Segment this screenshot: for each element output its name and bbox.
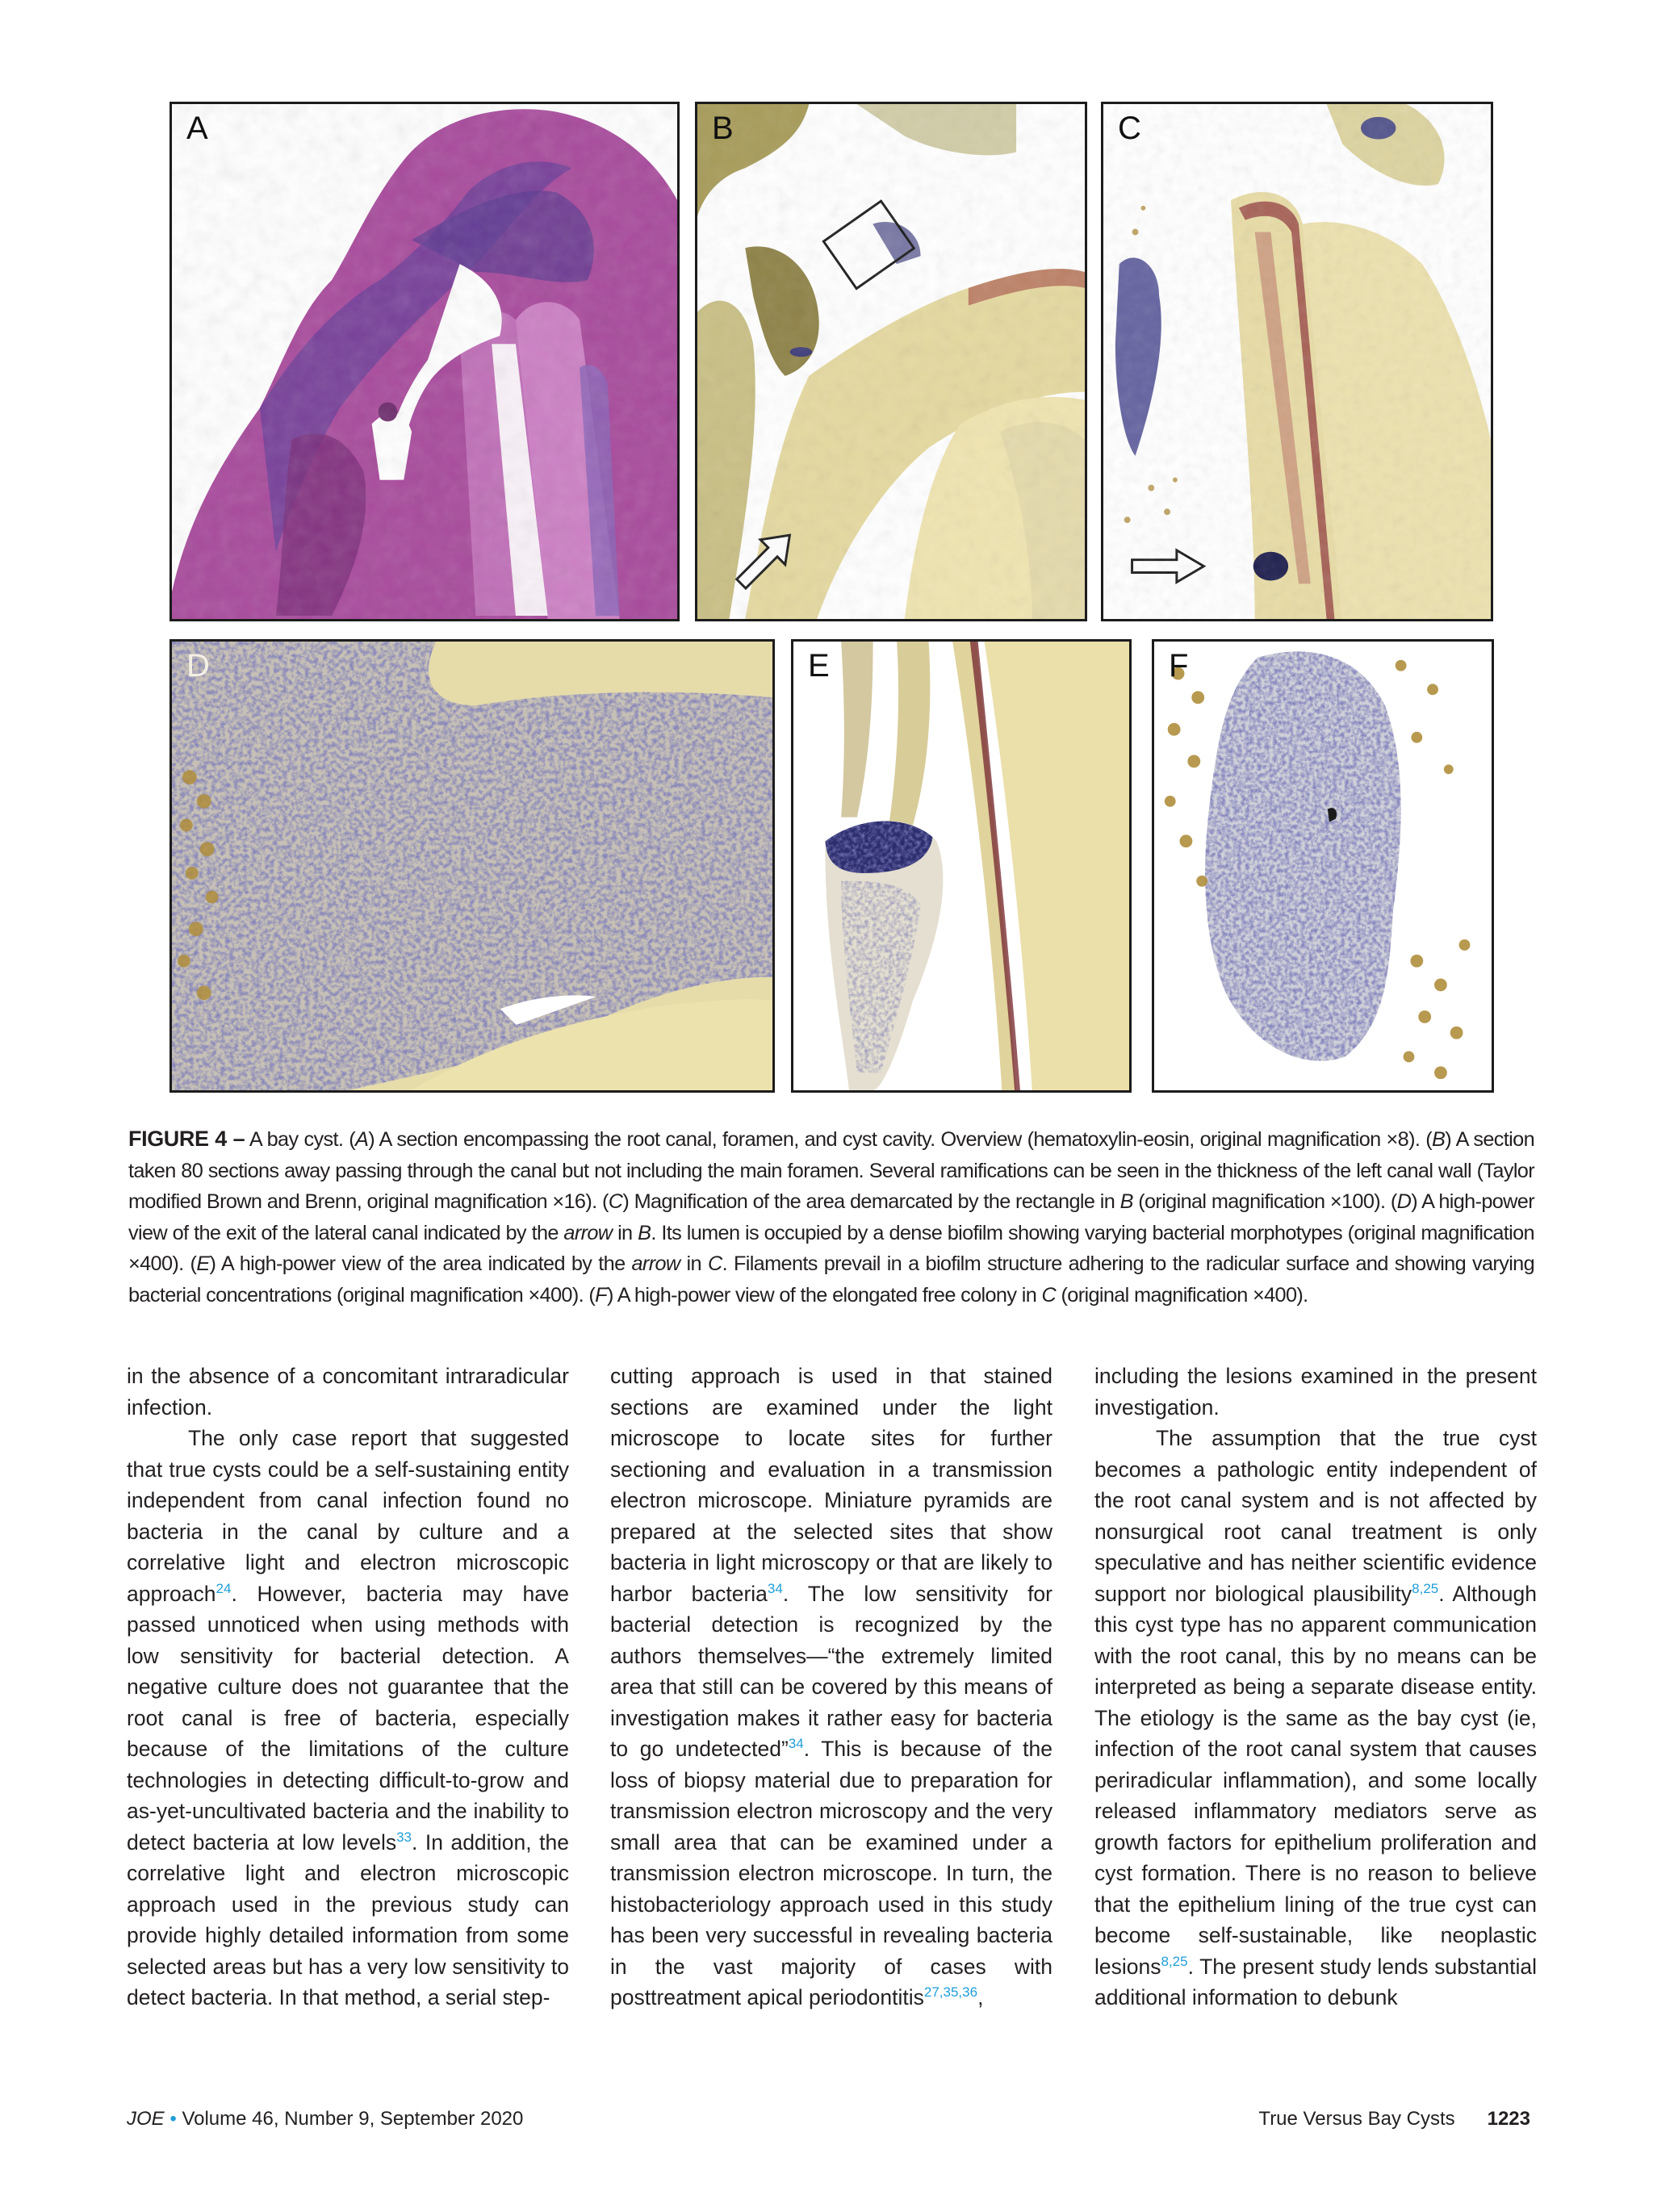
panel-label-c: C bbox=[1118, 111, 1141, 146]
page-number: 1223 bbox=[1487, 2108, 1530, 2130]
body-column-3 bbox=[1094, 1361, 1537, 2013]
figure-panel-f bbox=[1152, 639, 1494, 1093]
histology-bb-image bbox=[1103, 104, 1491, 619]
panel-label-a: A bbox=[186, 111, 208, 146]
panel-label-b: B bbox=[712, 111, 734, 146]
body-column-1 bbox=[127, 1361, 569, 2013]
histology-colony-image bbox=[1154, 642, 1492, 1090]
citation-link[interactable]: 34 bbox=[767, 1580, 783, 1596]
paragraph: The assumption that the true cyst becomes a pathologic entity independent of the root canal system and is not affected by nonsurgical root canal treatment is only speculative and has neither scientific evidence support nor biological plausibility$^{8,25}$. Although this cyst type has no apparent communication with the root canal, this by no means can be interpreted as being a separate disease entity. The etiology is the same as the bay cyst (ie, infection of the root canal system that causes periradicular inflammation), and some locally released inflammatory mediators serve as growth factors for epithelium proliferation and cyst formation. There is no reason to believe that the epithelium lining of the true cyst can become self-sustainable, like neoplastic lesions$^{8,25}$. The present study lends substantial additional information to debunk bbox=[1094, 1426, 1537, 2009]
paragraph: cutting approach is used in that stained sections are examined under the light microscope to locate sites for further sectioning and evaluation in a transmission electron microscope. Miniature pyramids are prepared at the selected sites that show bacteria in light microscopy or that are likely to harbor bacteria$^{34}$. The low sensitivity for bacterial detection is recognized by the authors themselves—“the extremely limited area that still can be covered by this means of investigation makes it rather easy for bacteria to go undetected”$^{34}$. This is because of the loss of biopsy material due to preparation for transmission electron microscopy and the very small area that can be examined under a transmission electron microscope. In turn, the histobacteriology approach used in this study has been very successful in revealing bacteria in the vast majority of cases with posttreatment apical periodontitis$^{27,35,36}$, bbox=[610, 1364, 1052, 2009]
figure-panel-d bbox=[169, 639, 775, 1093]
histology-biofilm-image bbox=[793, 642, 1129, 1090]
figure-panel-c bbox=[1101, 102, 1493, 621]
paragraph: in the absence of a concomitant intraradicular infection. bbox=[127, 1364, 569, 1420]
citation-link[interactable]: 34 bbox=[788, 1736, 804, 1751]
issue-info: Volume 46, Number 9, September 2020 bbox=[182, 2108, 524, 2130]
citation-link[interactable]: 24 bbox=[216, 1580, 232, 1596]
panel-label-f: F bbox=[1169, 648, 1189, 684]
figure-caption: FIGURE 4 – A bay cyst. (A) A section encompassing the root canal, foramen, and cyst cavity. Overview (hematoxylin-eosin, original magnification ×8). (B) A section taken 80 sections away passing through the canal but not including the main foramen. Several ramifications can be seen in the thickness of the left canal wall (Taylor modified Brown and Brenn, original magnification ×16). (C) Magnification of the area demarcated by the rectangle in B (original magnification ×100). (D) A high-power view of the exit of the lateral canal indicated by the arrow in B. Its lumen is occupied by a dense biofilm showing varying bacterial morphotypes (original magnification ×400). (E) A high-power view of the area indicated by the arrow in C. Filaments prevail in a biofilm structure adhering to the radicular surface and showing varying bacterial concentrations (original magnification ×400). (F) A high-power view of the elongated free colony in C (original magnification ×400). bbox=[128, 1127, 1535, 1307]
citation-link[interactable]: 27,35,36 bbox=[923, 1984, 978, 2000]
panel-label-d: D bbox=[186, 648, 210, 684]
panel-label-e: E bbox=[808, 648, 830, 684]
histology-he-image bbox=[172, 104, 677, 619]
citation-link[interactable]: 8,25 bbox=[1161, 1953, 1188, 1969]
paragraph: including the lesions examined in the present investigation. bbox=[1094, 1364, 1537, 1420]
body-column-2 bbox=[610, 1361, 1052, 2013]
histology-bb-image bbox=[697, 104, 1085, 619]
citation-link[interactable]: 8,25 bbox=[1412, 1580, 1439, 1596]
figure-label: FIGURE 4 – bbox=[128, 1127, 245, 1151]
running-title: True Versus Bay Cysts bbox=[1258, 2108, 1455, 2130]
footer-running-title bbox=[1258, 2108, 1530, 2130]
bullet-icon: • bbox=[169, 2108, 177, 2130]
citation-link[interactable]: 33 bbox=[396, 1829, 412, 1845]
histology-biofilm-image bbox=[172, 642, 772, 1090]
paragraph: The only case report that suggested that true cysts could be a self-sustaining entity independent from canal infection found no bacteria in the canal by culture and a correlative light and electron microscopic approach$^{24}$. However, bacteria may have passed unnoticed when using methods with low sensitivity for bacterial detection. A negative culture does not guarantee that the root canal is free of bacteria, especially because of the limitations of the culture technologies in detecting difficult-to-grow and as-yet-uncultivated bacteria and the inability to detect bacteria at low levels$^{33}$. In addition, the correlative light and electron microscopic approach used in the previous study can provide highly detailed information from some selected areas but has a very low sensitivity to detect bacteria. In that method, a serial step- bbox=[127, 1426, 569, 2009]
figure-panel-e bbox=[791, 639, 1132, 1093]
journal-name: JOE bbox=[127, 2108, 165, 2130]
figure-panel-b bbox=[695, 102, 1087, 621]
footer-journal-info bbox=[127, 2108, 523, 2130]
figure-panel-a bbox=[169, 102, 680, 621]
